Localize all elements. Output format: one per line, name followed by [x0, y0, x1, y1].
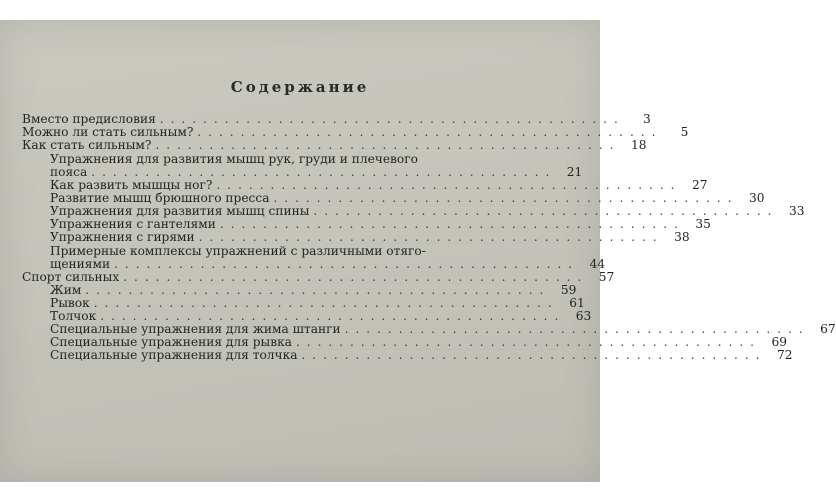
toc-entry — [22, 230, 690, 244]
toc-leader-dots: ........................................... — [301, 348, 767, 362]
toc-entry-page: 35 — [695, 217, 711, 231]
toc-leader-dots: ........................................... — [155, 138, 621, 152]
toc-entry-text: щениями — [50, 257, 111, 271]
toc-entry-text: Как развить мышцы ног? — [50, 178, 213, 192]
toc-entry-page: 61 — [569, 296, 585, 310]
toc-entry-text: Развитие мышц брюшного пресса — [50, 191, 270, 205]
toc-entry-page: 63 — [575, 309, 592, 323]
toc-entry-text: Можно ли стать сильным? — [22, 125, 194, 139]
toc-entry-text: Спорт сильных — [22, 270, 120, 284]
toc-leader-dots: ........................................... — [114, 257, 580, 271]
toc-entry-page: 21 — [566, 165, 583, 179]
toc-entry-page: 38 — [674, 230, 690, 244]
toc-leader-dots: ........................................... — [93, 296, 559, 310]
toc-entry — [22, 244, 570, 258]
toc-leader-dots: ........................................... — [219, 217, 685, 231]
toc-entry-page: 57 — [598, 270, 615, 284]
toc-leader-dots: ........................................... — [273, 191, 739, 205]
toc-entry-text: Рывок — [50, 296, 90, 310]
toc-entry-text: Упражнения с гирями — [50, 230, 195, 244]
toc-leader-dots: ........................................... — [159, 112, 625, 126]
toc-entry-text: Как стать сильным? — [22, 138, 152, 152]
toc-leader-dots: ........................................... — [123, 270, 589, 284]
toc-entry-page: 69 — [771, 335, 787, 349]
toc-entry-page: 27 — [691, 178, 708, 192]
toc-entry-page: 33 — [788, 204, 805, 218]
toc-entry-text: Специальные упражнения для толчка — [50, 348, 298, 362]
toc-entry-text: пояса — [50, 165, 88, 179]
page-title: Содержание — [230, 78, 370, 96]
toc-leader-dots: ........................................... — [197, 125, 663, 139]
toc-leader-dots: ........................................... — [313, 204, 779, 218]
toc-leader-dots: ........................................... — [216, 178, 682, 192]
toc-entry-page: 44 — [589, 257, 606, 271]
toc-entry-page: 3 — [643, 112, 651, 126]
toc-entry-text: Специальные упражнения для жима штанги — [50, 322, 341, 336]
toc-entry-page: 72 — [776, 348, 793, 362]
toc-entry-text: Толчок — [50, 309, 97, 323]
toc-entry-page: 67 — [820, 322, 836, 336]
toc-entry — [22, 152, 570, 166]
toc-entry-text: Упражнения для развития мышц рук, груди и плечевого — [50, 152, 418, 166]
toc-entry-page: 30 — [748, 191, 765, 205]
book-page — [0, 20, 836, 482]
toc-entry — [22, 348, 793, 362]
toc-entry-page: 59 — [560, 283, 577, 297]
toc-leader-dots: ........................................... — [198, 230, 664, 244]
toc-leader-dots: ........................................... — [100, 309, 566, 323]
toc-leader-dots: ........................................... — [85, 283, 551, 297]
toc-leader-dots: ........................................... — [295, 335, 761, 349]
toc-entry-text: Вместо предисловия — [22, 112, 156, 126]
toc-leader-dots: ........................................... — [91, 165, 557, 179]
toc-entry-page: 5 — [680, 125, 689, 139]
toc-entry-text: Примерные комплексы упражнений с различными отяго- — [50, 244, 426, 258]
toc-leader-dots: ........................................... — [344, 322, 810, 336]
toc-entry-text: Жим — [50, 283, 82, 297]
table-of-contents — [22, 112, 836, 362]
toc-entry — [22, 138, 647, 152]
toc-entry-text: Упражнения с гантелями — [50, 217, 216, 231]
toc-entry-text: Упражнения для развития мышц спины — [50, 204, 310, 218]
toc-entry-page: 18 — [630, 138, 647, 152]
toc-entry-text: Специальные упражнения для рывка — [50, 335, 292, 349]
